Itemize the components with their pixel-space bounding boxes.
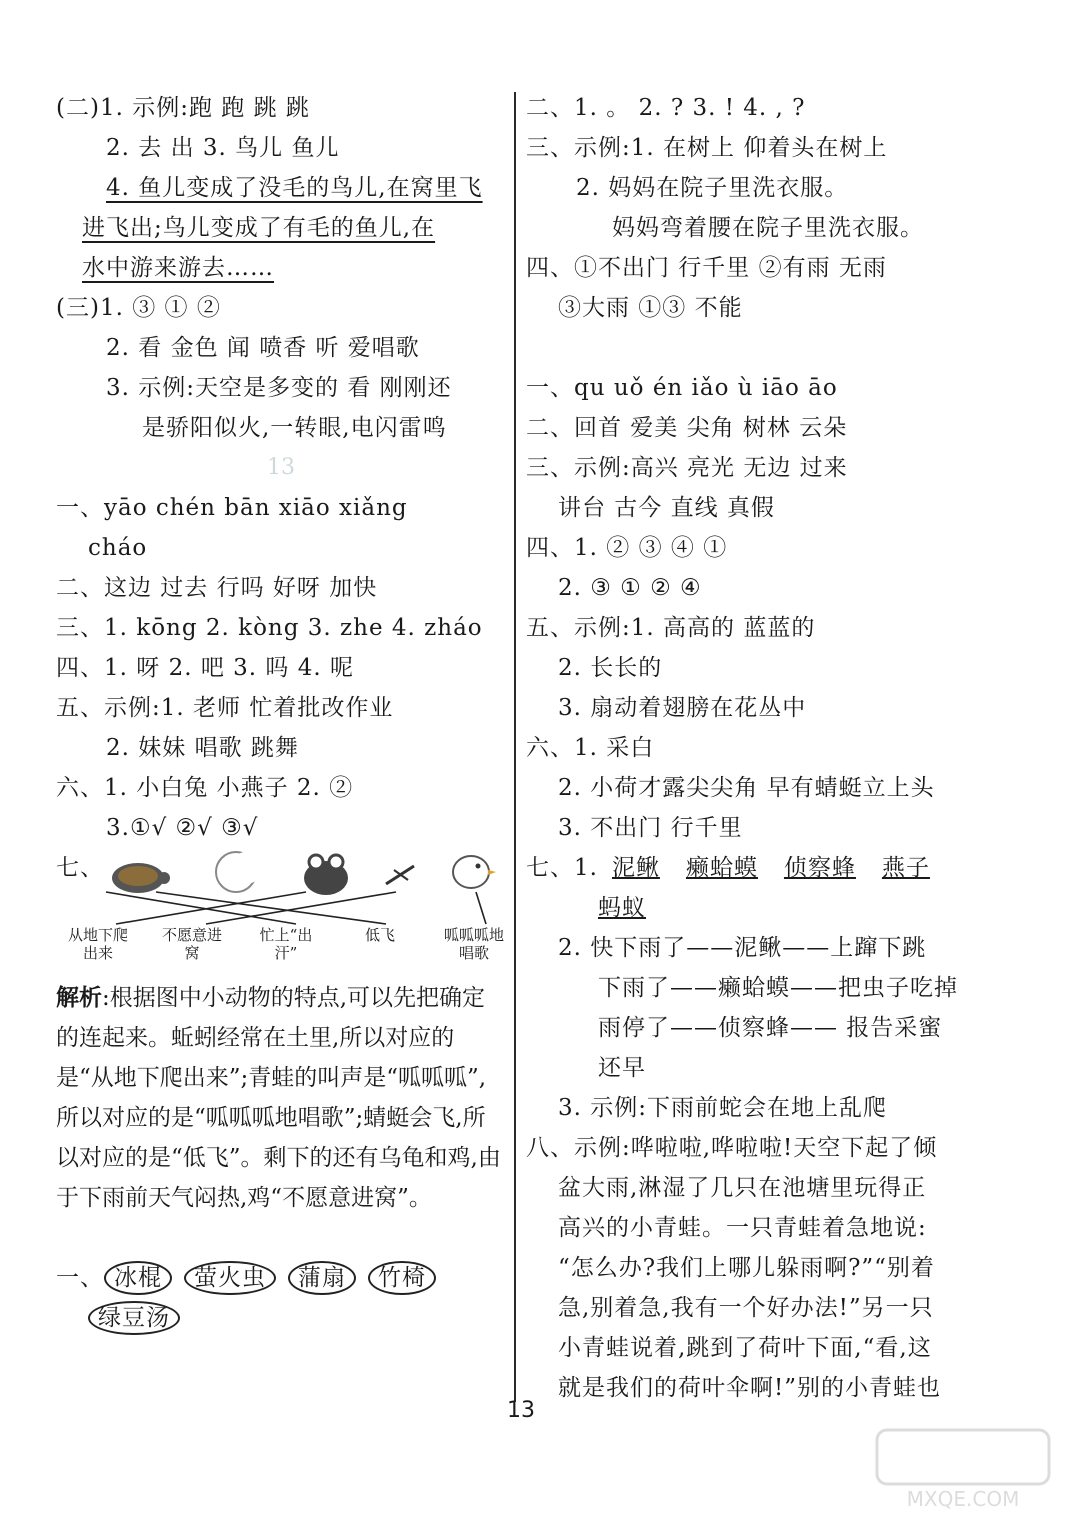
- matching-labels: [66, 926, 506, 962]
- animal-matching-illustration: [56, 848, 506, 928]
- answer-line: 4. 鱼儿变成了没毛的鸟儿,在窝里飞: [106, 175, 483, 201]
- answer-line: 一、yāo chén bān xiāo xiǎng: [56, 495, 408, 521]
- answer-line: 小青蛙说着,跳到了荷叶下面,“看,这: [558, 1335, 932, 1361]
- answer-line: 六、1. 采白: [526, 735, 655, 761]
- answer-line: ③大雨 ①③ 不能: [558, 295, 743, 321]
- answer-line: 五、示例:1. 老师 忙着批改作业: [56, 695, 394, 721]
- turtle-icon: [112, 863, 170, 893]
- answer-line: 是骄阳似火,一转眼,电闪雷鸣: [142, 415, 447, 441]
- answer-line: 四、1. 呀 2. 吧 3. 吗 4. 呢: [56, 655, 354, 681]
- section-heading: [526, 328, 996, 368]
- matching-lines: [106, 892, 486, 924]
- answer-line: 就是我们的荷叶伞啊!”别的小青蛙也: [558, 1375, 942, 1401]
- analysis-text: :根据图中小动物的特点,可以先把确定的连起来。蚯蚓经常在土里,所以对应的是“从地下爬出来”;青蛙的叫声是“呱呱呱”,所以对应的是“呱呱呱地唱歌”;蜻蜓会飞,所以对应的是“低飞”。剩下的还有乌龟和鸡,由于下雨前天气闷热,鸡“不愿意进窝”。: [56, 985, 501, 1211]
- circled-word: 竹椅: [368, 1261, 436, 1295]
- circled-answers: [56, 1258, 506, 1298]
- circled-answers: [56, 1298, 506, 1338]
- chick-icon: [453, 856, 496, 888]
- answer-line: 2. ③ ① ② ④: [558, 575, 702, 601]
- answer-prefix: 一、: [56, 1265, 104, 1291]
- answer-line: 二、回首 爱美 尖角 树林 云朵: [526, 415, 848, 441]
- answer-line: 雨停了——侦察蜂—— 报告采蜜: [598, 1015, 943, 1041]
- answer-line: cháo: [88, 535, 148, 561]
- answer-line: 二、这边 过去 行吗 好呀 加快: [56, 575, 378, 601]
- underlined-word: 泥鳅: [611, 855, 660, 881]
- answer-line: “怎么办?我们上哪儿躲雨啊?”“别着: [558, 1255, 935, 1281]
- answer-line: 3. 不出门 行千里: [558, 815, 743, 841]
- answer-line: 四、①不出门 行千里 ②有雨 无雨: [526, 255, 887, 281]
- answer-line: 八、示例:哗啦啦,哗啦啦!天空下起了倾: [526, 1135, 938, 1161]
- answer-line: 3.①√ ②√ ③√: [106, 815, 259, 841]
- circled-word: 蒲扇: [288, 1261, 356, 1295]
- column-divider: [514, 92, 516, 1402]
- watermark-logo: [873, 1426, 1053, 1516]
- answer-line: 妈妈弯着腰在院子里洗衣服。: [612, 215, 924, 241]
- answer-line: 五、示例:1. 高高的 蓝蓝的: [526, 615, 816, 641]
- answer-line: 进飞出;鸟儿变成了有毛的鱼儿,在: [82, 215, 436, 241]
- match-label: 低飞: [364, 926, 395, 944]
- answer-line: 三、示例:1. 在树上 仰着头在树上: [526, 135, 888, 161]
- answer-line: (三)1. ③ ① ②: [56, 295, 221, 321]
- analysis-label: 解析: [56, 984, 102, 1011]
- circled-word: 绿豆汤: [88, 1301, 180, 1335]
- section-heading: [56, 1218, 506, 1258]
- answer-line: 3. 示例:下雨前蛇会在地上乱爬: [558, 1095, 888, 1121]
- circled-word: 萤火虫: [184, 1261, 276, 1295]
- matching-figure: [56, 848, 506, 978]
- answer-line: 2. 小荷才露尖尖角 早有蜻蜓立上头: [558, 775, 935, 801]
- answer-line: 2. 去 出 3. 鸟儿 鱼儿: [106, 135, 340, 161]
- answer-line: 还早: [598, 1055, 646, 1081]
- answer-line: 2. 快下雨了——泥鳅——上蹿下跳: [558, 935, 927, 961]
- underlined-word: 蚂蚁: [598, 895, 646, 921]
- answer-line: 急,别着急,我有一个好办法!”另一只: [558, 1295, 934, 1321]
- answer-line: 六、1. 小白兔 小燕子 2. ②: [56, 775, 354, 801]
- match-label: 不愿意进窝: [161, 926, 222, 962]
- underlined-word: 癞蛤蟆: [685, 855, 758, 881]
- answer-line: 七、: [56, 855, 104, 881]
- answer-line: 2. 妹妹 唱歌 跳舞: [106, 735, 299, 761]
- answer-line: 高兴的小青蛙。一只青蛙着急地说:: [558, 1215, 927, 1241]
- match-label: 忙上“出汗”: [259, 926, 313, 962]
- section-heading: 13: [267, 455, 295, 480]
- dragonfly-icon: [386, 866, 414, 884]
- underlined-word: 燕子: [881, 855, 930, 881]
- answer-line: 2. 长长的: [558, 655, 663, 681]
- answer-line: [526, 848, 996, 888]
- answer-line: 水中游来游去……: [82, 255, 274, 281]
- answer-line: 2. 看 金色 闻 喷香 听 爱唱歌: [106, 335, 420, 361]
- moon-icon: [216, 852, 262, 892]
- underlined-word: 侦察蜂: [783, 855, 856, 881]
- answer-line: 四、1. ② ③ ④ ①: [526, 535, 728, 561]
- answer-line: (二)1. 示例:跑 跑 跳 跳: [56, 95, 310, 121]
- right-column: [526, 88, 996, 1408]
- answer-prefix: 七、1.: [526, 855, 598, 881]
- frog-icon: [304, 855, 348, 895]
- answer-line: 一、qu uǒ én iǎo ù iāo āo: [526, 375, 838, 401]
- answer-line: 2. 妈妈在院子里洗衣服。: [576, 175, 849, 201]
- answer-line: 下雨了——癞蛤蟆——把虫子吃掉: [598, 975, 958, 1001]
- left-column: [56, 88, 506, 1338]
- watermark-text: MXQE.COM: [906, 1487, 1020, 1511]
- answer-line: 三、1. kōng 2. kòng 3. zhe 4. zháo: [56, 615, 483, 641]
- answer-line: 3. 示例:天空是多变的 看 刚刚还: [106, 375, 452, 401]
- analysis-paragraph: [56, 978, 506, 1218]
- answer-line: 盆大雨,淋湿了几只在池塘里玩得正: [558, 1175, 927, 1201]
- answer-line: 3. 扇动着翅膀在花丛中: [558, 695, 807, 721]
- match-label: 呱呱呱地唱歌: [443, 926, 504, 962]
- answer-line: [526, 888, 996, 928]
- page-number: 13: [507, 1398, 535, 1423]
- circled-word: 冰棍: [104, 1261, 172, 1295]
- answer-line: 二、1. 。 2. ? 3. ! 4. , ?: [526, 95, 806, 121]
- match-label: 从地下爬出来: [67, 926, 128, 962]
- answer-line: 讲台 古今 直线 真假: [558, 495, 775, 521]
- answer-line: 三、示例:高兴 亮光 无边 过来: [526, 455, 848, 481]
